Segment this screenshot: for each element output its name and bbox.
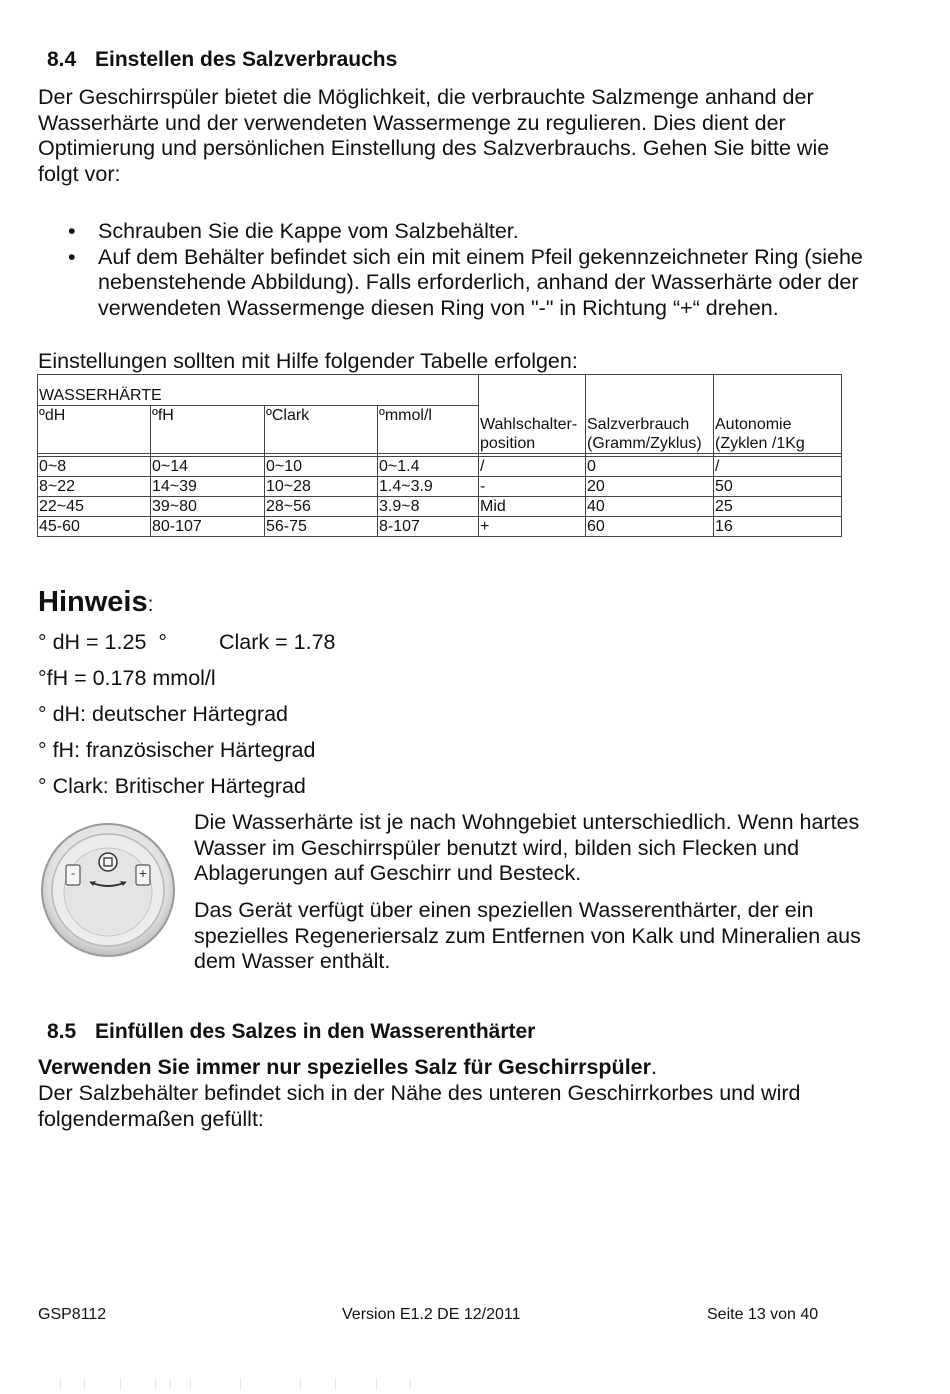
salt-warning-bold: Verwenden Sie immer nur spezielles Salz für Geschirrspüler <box>38 1055 651 1079</box>
lock-icon <box>99 853 117 871</box>
table-cell: 8~22 <box>38 477 151 497</box>
table-cell: 40 <box>586 497 714 517</box>
table-cell: / <box>714 457 842 477</box>
water-hardness-table <box>37 374 842 537</box>
column-header: Salzverbrauch (Gramm/Zyklus) <box>586 375 714 454</box>
table-row <box>38 517 842 537</box>
hinweis-line-clark: Clark = 1.78 <box>219 630 336 654</box>
minus-label: - <box>71 867 75 880</box>
footer-page: Seite 13 von 40 <box>707 1306 819 1323</box>
table-row <box>38 497 842 517</box>
column-header: ºClark <box>265 406 378 454</box>
table-cell: 8-107 <box>378 517 479 537</box>
group-header: WASSERHÄRTE <box>38 375 479 406</box>
table-cell: 20 <box>586 477 714 497</box>
hinweis-line: °fH = 0.178 mmol/l <box>38 666 216 690</box>
table-cell: 0~10 <box>265 457 378 477</box>
footer-version: Version E1.2 DE 12/2011 <box>342 1306 521 1323</box>
hinweis-line: ° fH: französischer Härtegrad <box>38 738 316 762</box>
hinweis-heading <box>38 586 153 619</box>
section-number: 8.4 <box>47 48 77 71</box>
plus-label: + <box>138 867 148 880</box>
table-row <box>38 477 842 497</box>
section-heading-8-4 <box>47 48 397 72</box>
table-cell: 3.9~8 <box>378 497 479 517</box>
table-cell: 10~28 <box>265 477 378 497</box>
section-title: Einfüllen des Salzes in den Wasserenthärter <box>95 1020 536 1043</box>
table-cell: 14~39 <box>151 477 265 497</box>
column-header: ºfH <box>151 406 265 454</box>
table-cell: 80-107 <box>151 517 265 537</box>
salt-paragraph: Der Salzbehälter befindet sich in der Nähe des unteren Geschirrkorbes und wird folgendermaßen gefüllt: <box>38 1081 801 1131</box>
list-item: • Auf dem Behälter befindet sich ein mit einem Pfeil gekennzeichneter Ring (siehe nebenstehende Abbildung). Falls erforderlich, anhand der Wasserhärte oder der verwendeten Wassermenge diesen Ring von "-" in Richtung “+“ drehen. <box>38 245 898 322</box>
salt-warning <box>38 1055 657 1081</box>
table-cell: 28~56 <box>265 497 378 517</box>
table-cell: 0~8 <box>38 457 151 477</box>
table-cell: 56-75 <box>265 517 378 537</box>
table-header-row <box>38 375 842 406</box>
hinweis-line: ° dH: deutscher Härtegrad <box>38 702 289 726</box>
hinweis-line: ° Clark: Britischer Härtegrad <box>38 774 306 798</box>
table-cell: 25 <box>714 497 842 517</box>
salt-warning-end: . <box>651 1055 657 1079</box>
hinweis-colon: : <box>147 593 154 616</box>
table-cell: - <box>479 477 586 497</box>
intro-paragraph: Der Geschirrspüler bietet die Möglichkeit, die verbrauchte Salzmenge anhand der Wasserhärte und der verwendeten Wassermenge zu regulieren. Dies dient der Optimierung und persönlichen Einstellung des Salzverbrauchs. Gehen Sie bitte wie folgt vor: <box>38 85 830 186</box>
table-cell: 0 <box>586 457 714 477</box>
section-heading-8-5 <box>47 1020 535 1044</box>
table-cell: 16 <box>714 517 842 537</box>
table-cell: Mid <box>479 497 586 517</box>
table-intro: Einstellungen sollten mit Hilfe folgender Tabelle erfolgen: <box>38 349 578 373</box>
table-cell: 45-60 <box>38 517 151 537</box>
table-cell: 1.4~3.9 <box>378 477 479 497</box>
table-cell: / <box>479 457 586 477</box>
table-row <box>38 457 842 477</box>
section-number: 8.5 <box>47 1020 77 1043</box>
hinweis-paragraph: Das Gerät verfügt über einen speziellen Wasserenthärter, der ein spezielles Regeneriersalz zum Entfernen von Kalk und Mineralien aus dem Wasser enthält. <box>194 898 861 973</box>
footer-model: GSP8112 <box>38 1306 107 1323</box>
column-header: Autonomie (Zyklen /1Kg <box>714 375 842 454</box>
table-cell: + <box>479 517 586 537</box>
section-title: Einstellen des Salzverbrauchs <box>95 48 398 71</box>
hinweis-line: ° dH = 1.25 ° <box>38 630 167 654</box>
table-cell: 60 <box>586 517 714 537</box>
table-cell: 0~14 <box>151 457 265 477</box>
table-cell: 39~80 <box>151 497 265 517</box>
column-header: ºdH <box>38 406 151 454</box>
column-header: Wahlschalter-position <box>479 375 586 454</box>
hinweis-title: Hinweis <box>38 586 148 618</box>
column-header: ºmmol/l <box>378 406 479 454</box>
scan-artifacts <box>0 1378 950 1390</box>
table-cell: 22~45 <box>38 497 151 517</box>
instruction-list <box>38 219 898 321</box>
salt-ring-figure <box>38 820 178 960</box>
hinweis-paragraph: Die Wasserhärte ist je nach Wohngebiet unterschiedlich. Wenn hartes Wasser im Geschirrspüler benutzt wird, bilden sich Flecken und Ablagerungen auf Geschirr und Besteck. <box>194 810 860 885</box>
list-item: • Schrauben Sie die Kappe vom Salzbehälter. <box>38 219 898 245</box>
table-cell: 0~1.4 <box>378 457 479 477</box>
table-cell: 50 <box>714 477 842 497</box>
